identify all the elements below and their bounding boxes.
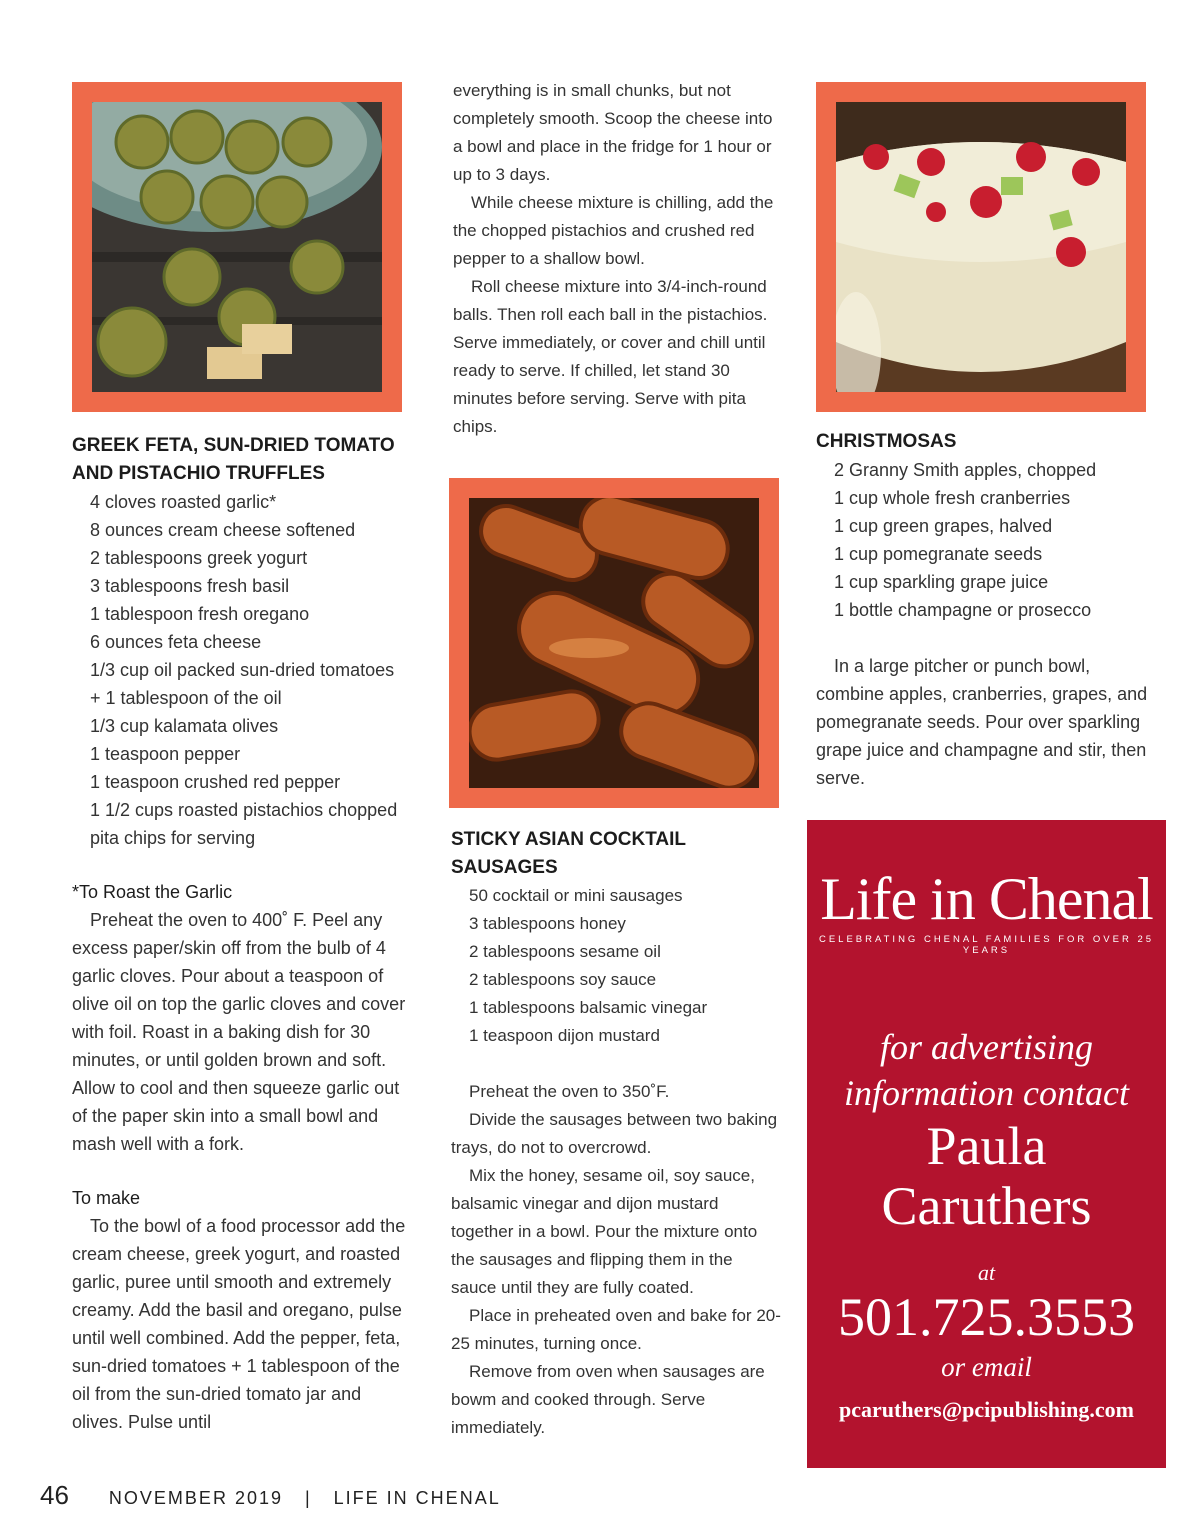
christmosas-ingredients — [816, 456, 1151, 624]
to-make-heading: To make — [72, 1188, 141, 1208]
page-footer — [40, 1480, 501, 1511]
ingredient: 2 tablespoons sesame oil — [469, 942, 661, 961]
truffles-recipe — [72, 432, 407, 1436]
ad-or-email: or email — [941, 1352, 1032, 1382]
ingredient: 8 ounces cream cheese softened — [90, 520, 356, 540]
ingredient: 1 teaspoon pepper — [90, 744, 241, 764]
christmosas-title: CHRISTMOSAS — [816, 431, 957, 452]
logo-tagline: CELEBRATING CHENAL FAMILIES FOR OVER 25 YEARS — [818, 934, 1155, 956]
ad-line-2: information contact — [844, 1073, 1129, 1113]
ingredient: 50 cocktail or mini sausages — [469, 886, 683, 905]
ingredient: 3 tablespoons fresh basil — [90, 576, 290, 596]
sausages-title-line1: STICKY ASIAN COCKTAIL — [451, 829, 687, 850]
ad-line-1: for advertising — [880, 1027, 1093, 1067]
christmosas-recipe — [816, 428, 1151, 792]
truffles-title-line2: AND PISTACHIO TRUFFLES — [72, 463, 325, 484]
ingredient: 1/3 cup oil packed sun-dried tomatoes — [90, 660, 395, 680]
truffles-photo — [92, 102, 382, 392]
ingredient: 3 tablespoons honey — [469, 914, 626, 933]
sausages-recipe — [451, 826, 781, 1442]
ingredient: 1 cup sparkling grape juice — [834, 572, 1049, 592]
continued-paragraph-2: While cheese mixture is chilling, add the the chopped pistachios and crushed red pepper to a shallow bowl. — [453, 193, 774, 268]
ingredient: 1 teaspoon crushed red pepper — [90, 772, 341, 792]
christmosas-text: In a large pitcher or punch bowl, combine apples, cranberries, grapes, and pomegranate seeds. Pour over sparkling grape juice and champagne and stir, then serve. — [816, 656, 1148, 788]
ad-at: at — [977, 1260, 996, 1285]
roast-garlic-text: Preheat the oven to 400˚ F. Peel any excess paper/skin off from the bulb of 4 garlic cloves. Pour about a teaspoon of olive oil on top the garlic cloves and cover with foil. Roast in a baking dish for 30 minutes, or until golden brown and soft. Allow to cool and then squeeze garlic out of the paper skin into a small bowl and mash well with a fork. — [72, 910, 406, 1154]
ingredient: 2 tablespoons greek yogurt — [90, 548, 308, 568]
ingredient: 6 ounces feta cheese — [90, 632, 262, 652]
sausages-ingredients — [451, 882, 781, 1050]
christmosas-photo — [836, 102, 1126, 392]
ingredient: 4 cloves roasted garlic* — [90, 492, 277, 512]
ingredient: 1 1/2 cups roasted pistachios chopped — [90, 800, 398, 820]
ingredient: 1 tablespoons balsamic vinegar — [469, 998, 708, 1017]
truffles-continued — [453, 77, 778, 441]
page-number: 46 — [40, 1480, 69, 1510]
life-in-chenal-logo: Life in Chenal — [820, 866, 1153, 932]
truffles-ingredients — [72, 488, 407, 852]
truffles-photo-frame — [72, 82, 402, 412]
ingredient: 1 cup pomegranate seeds — [834, 544, 1043, 564]
sausages-step: Divide the sausages between two baking trays, do not to overcrowd. — [451, 1110, 778, 1157]
ingredient: 1 cup whole fresh cranberries — [834, 488, 1071, 508]
sausages-step: Remove from oven when sausages are bowm and cooked through. Serve immediately. — [451, 1362, 765, 1437]
sausages-photo — [469, 498, 759, 788]
continued-paragraph-1: everything is in small chunks, but not completely smooth. Scoop the cheese into a bowl and place in the fridge for 1 hour or up to 3 days. — [453, 81, 773, 184]
contact-first-name: Paula — [926, 1116, 1047, 1176]
contact-phone: 501.725.3553 — [838, 1287, 1135, 1347]
ingredient: 2 Granny Smith apples, chopped — [834, 460, 1097, 480]
contact-last-name: Caruthers — [881, 1176, 1092, 1236]
advertising-box — [807, 820, 1166, 1468]
sausages-step: Place in preheated oven and bake for 20-25 minutes, turning once. — [451, 1306, 781, 1353]
magazine-name: LIFE IN CHENAL — [333, 1488, 501, 1508]
sausages-step: Mix the honey, sesame oil, soy sauce, balsamic vinegar and dijon mustard together in a bowl. Pour the mixture onto the sausages and flipping them in the sauce until they are fully coated. — [451, 1166, 758, 1297]
ingredient: 2 tablespoons soy sauce — [469, 970, 657, 989]
sausages-title-line2: SAUSAGES — [451, 857, 558, 878]
footer-separator: | — [304, 1488, 312, 1508]
ingredient: 1 teaspoon dijon mustard — [469, 1026, 660, 1045]
ingredient: 1 bottle champagne or prosecco — [834, 600, 1092, 620]
ingredient: 1/3 cup kalamata olives — [90, 716, 279, 736]
contact-email[interactable]: pcaruthers@pcipublishing.com — [839, 1397, 1134, 1422]
sausages-step: Preheat the oven to 350˚F. — [469, 1082, 670, 1101]
continued-paragraph-3: Roll cheese mixture into 3/4-inch-round balls. Then roll each ball in the pistachios. Serve immediately, or cover and chill until ready to serve. If chilled, let stand 30 minutes before serving. Serve with pita chips. — [453, 277, 768, 436]
ingredient: pita chips for serving — [90, 828, 256, 848]
ingredient: 1 tablespoon fresh oregano — [90, 604, 310, 624]
issue-date: NOVEMBER 2019 — [108, 1488, 283, 1508]
sausages-photo-frame — [449, 478, 779, 808]
ingredient: + 1 tablespoon of the oil — [90, 688, 282, 708]
truffles-title-line1: GREEK FETA, SUN-DRIED TOMATO — [72, 435, 395, 456]
roast-garlic-heading: *To Roast the Garlic — [72, 882, 233, 902]
christmosas-photo-frame — [816, 82, 1146, 412]
to-make-text: To the bowl of a food processor add the cream cheese, greek yogurt, and roasted garlic, puree until smooth and extremely creamy. Add the basil and oregano, pulse until well combined. Add the pepper, feta, sun-dried tomatoes + 1 tablespoon of the oil from the sun-dried tomato jar and olives. Pulse until — [72, 1216, 406, 1432]
ingredient: 1 cup green grapes, halved — [834, 516, 1053, 536]
